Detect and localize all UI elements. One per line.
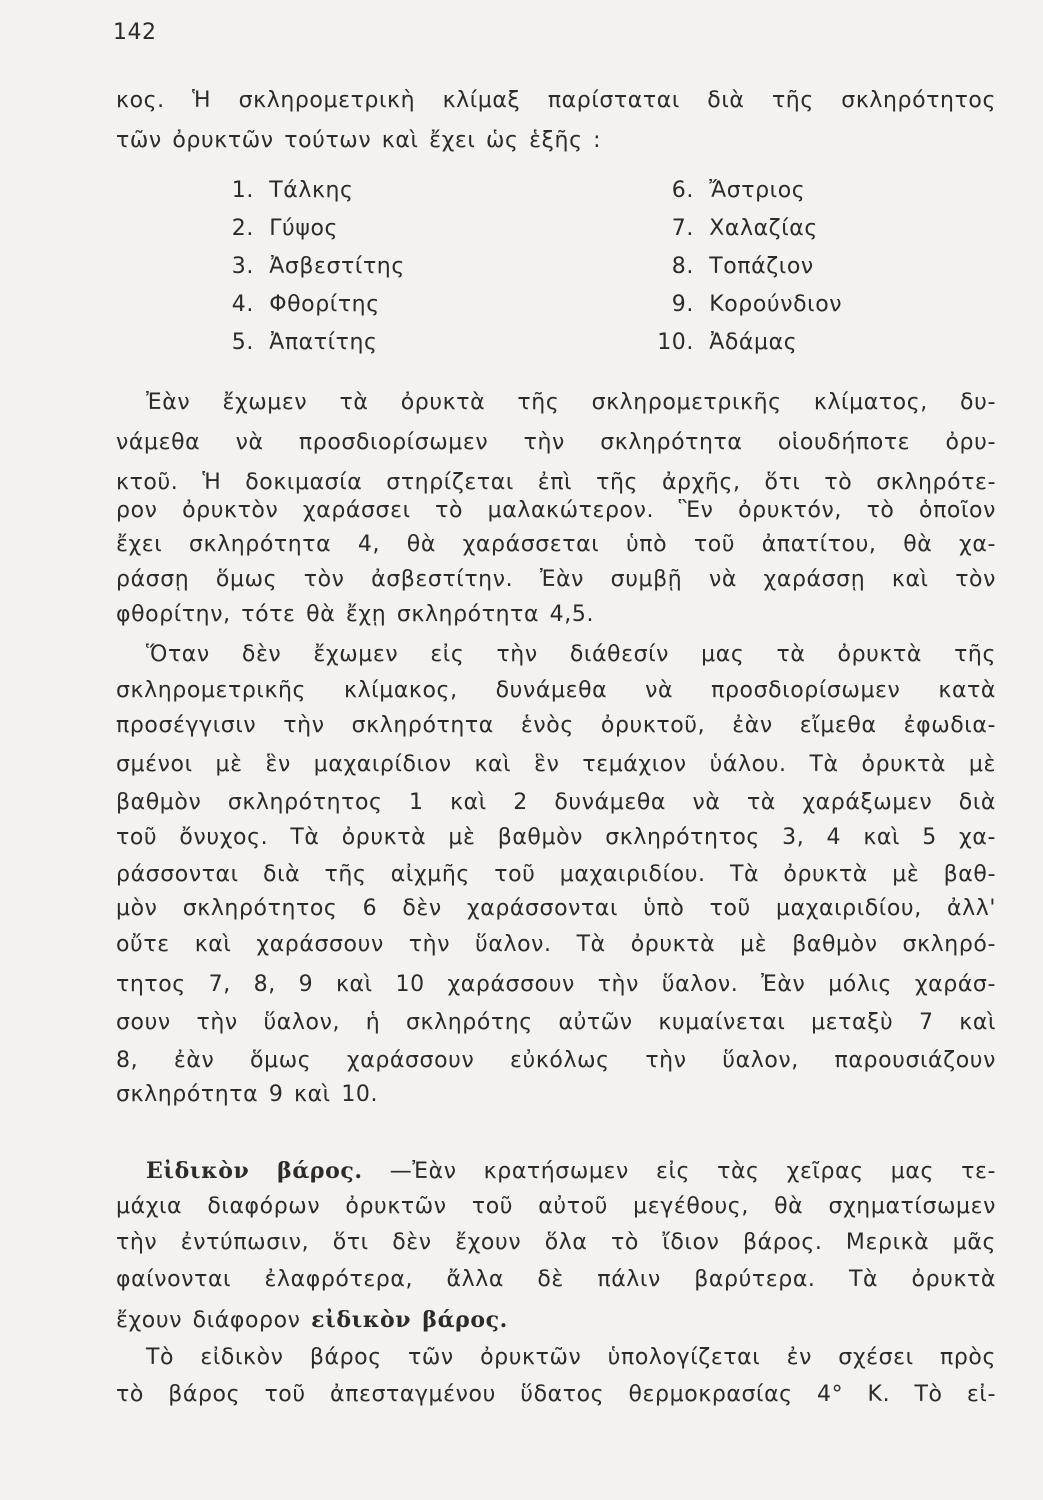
paragraph-line: ἔχει σκληρότητα 4, θὰ χαράσσεται ὑπὸ τοῦ ἀπατίτου, θὰ χα-: [116, 532, 996, 557]
section-first-line: [146, 1156, 996, 1187]
scale-item: 4. Φθορίτης: [231, 292, 380, 317]
paragraph-line: ρον ὀρυκτὸν χαράσσει τὸ μαλακώτερον. Ἓν ὀρυκτόν, τὸ ὁποῖον: [116, 498, 996, 523]
paragraph-line: φθορίτην, τότε θὰ ἔχῃ σκληρότητα 4,5.: [116, 602, 595, 627]
paragraph-line: σουν τὴν ὕαλον, ἡ σκληρότης αὐτῶν κυμαίνεται μεταξὺ 7 καὶ: [116, 1010, 996, 1035]
paragraph-line: Ὅταν δὲν ἔχωμεν εἰς τὴν διάθεσίν μας τὰ ὀρυκτὰ τῆς: [146, 642, 996, 667]
paragraph-line: οὔτε καὶ χαράσσουν τὴν ὕαλον. Τὰ ὀρυκτὰ μὲ βαθμὸν σκληρό-: [116, 932, 996, 957]
paragraph-line: σκληρότητα 9 καὶ 10.: [116, 1082, 379, 1107]
scale-item: 2. Γύψος: [231, 216, 339, 241]
paragraph-line: τὸ βάρος τοῦ ἀπεσταγμένου ὕδατος θερμοκρασίας 4° Κ. Τὸ εἰ-: [116, 1382, 996, 1407]
scale-item: 6. Ἄστριος: [671, 178, 806, 203]
last-line-text: ἔχουν διάφορον: [116, 1308, 312, 1333]
scale-item: 3. Ἀσβεστίτης: [231, 254, 405, 279]
paragraph-line: Ἐὰν ἔχωμεν τὰ ὀρυκτὰ τῆς σκληρομετρικῆς κλίματος, δυ-: [146, 390, 996, 415]
paragraph-line: Τὸ εἰδικὸν βάρος τῶν ὀρυκτῶν ὑπολογίζεται ἐν σχέσει πρὸς: [146, 1345, 996, 1370]
paragraph-line: βαθμὸν σκληρότητος 1 καὶ 2 δυνάμεθα νὰ τὰ χαράξωμεν διὰ: [116, 790, 996, 815]
paragraph-line: [116, 1305, 996, 1336]
paragraph-line: τοῦ ὄνυχος. Τὰ ὀρυκτὰ μὲ βαθμὸν σκληρότητος 3, 4 καὶ 5 χα-: [116, 825, 996, 850]
scale-item: 7. Χαλαζίας: [671, 216, 818, 241]
paragraph-line: 8, ἐὰν ὅμως χαράσσουν εὐκόλως τὴν ὕαλον, παρουσιάζουν: [116, 1048, 996, 1073]
intro-line: κος. Ἡ σκληρομετρικὴ κλίμαξ παρίσταται διὰ τῆς σκληρότητος: [116, 88, 996, 113]
paragraph-line: ράσσονται διὰ τῆς αἰχμῆς τοῦ μαχαιριδίου. Τὰ ὀρυκτὰ μὲ βαθ-: [116, 862, 996, 887]
paragraph-line: σκληρομετρικῆς κλίμακος, δυνάμεθα νὰ προσδιορίσωμεν κατὰ: [116, 678, 996, 703]
section-heading: Εἰδικὸν βάρος.: [146, 1158, 363, 1184]
scale-item: 10. Ἀδάμας: [657, 330, 798, 355]
scale-item: 1. Τάλκης: [231, 178, 354, 203]
scale-item: 9. Κορούνδιον: [671, 292, 843, 317]
paragraph-line: τὴν ἐντύπωσιν, ὅτι δὲν ἔχουν ὅλα τὸ ἴδιον βάρος. Μερικὰ μᾶς: [116, 1230, 996, 1255]
scale-item: 5. Ἀπατίτης: [231, 330, 378, 355]
page-number: 142: [113, 20, 157, 45]
paragraph-line: τητος 7, 8, 9 καὶ 10 χαράσσουν τὴν ὕαλον. Ἐὰν μόλις χαράσ-: [116, 972, 996, 997]
paragraph-line: κτοῦ. Ἡ δοκιμασία στηρίζεται ἐπὶ τῆς ἀρχῆς, ὅτι τὸ σκληρότε-: [116, 470, 996, 495]
paragraph-line: μάχια διαφόρων ὀρυκτῶν τοῦ αὐτοῦ μεγέθους, θὰ σχηματίσωμεν: [116, 1194, 996, 1219]
intro-line: τῶν ὀρυκτῶν τούτων καὶ ἔχει ὡς ἑξῆς :: [116, 128, 602, 153]
section-first-line-text: —Ἐὰν κρατήσωμεν εἰς τὰς χεῖρας μας τε-: [362, 1159, 997, 1184]
paragraph-line: μὸν σκληρότητος 6 δὲν χαράσσονται ὑπὸ τοῦ μαχαιριδίου, ἀλλ': [116, 896, 996, 921]
paragraph-line: φαίνονται ἐλαφρότερα, ἄλλα δὲ πάλιν βαρύτερα. Τὰ ὀρυκτὰ: [116, 1267, 996, 1292]
paragraph-line: σμένοι μὲ ἓν μαχαιρίδιον καὶ ἓν τεμάχιον ὑάλου. Τὰ ὀρυκτὰ μὲ: [116, 752, 996, 777]
paragraph-line: νάμεθα νὰ προσδιορίσωμεν τὴν σκληρότητα οἱουδήποτε ὀρυ-: [116, 430, 996, 455]
paragraph-line: ράσσῃ ὅμως τὸν ἀσβεστίτην. Ἐὰν συμβῇ νὰ χαράσσῃ καὶ τὸν: [116, 567, 996, 592]
hardness-scale-list: [0, 176, 1043, 376]
scale-item: 8. Τοπάζιον: [671, 254, 814, 279]
emphasized-term: εἰδικὸν βάρος.: [311, 1307, 508, 1333]
paragraph-line: προσέγγισιν τὴν σκληρότητα ἑνὸς ὀρυκτοῦ, ἐὰν εἴμεθα ἐφωδια-: [116, 713, 996, 738]
